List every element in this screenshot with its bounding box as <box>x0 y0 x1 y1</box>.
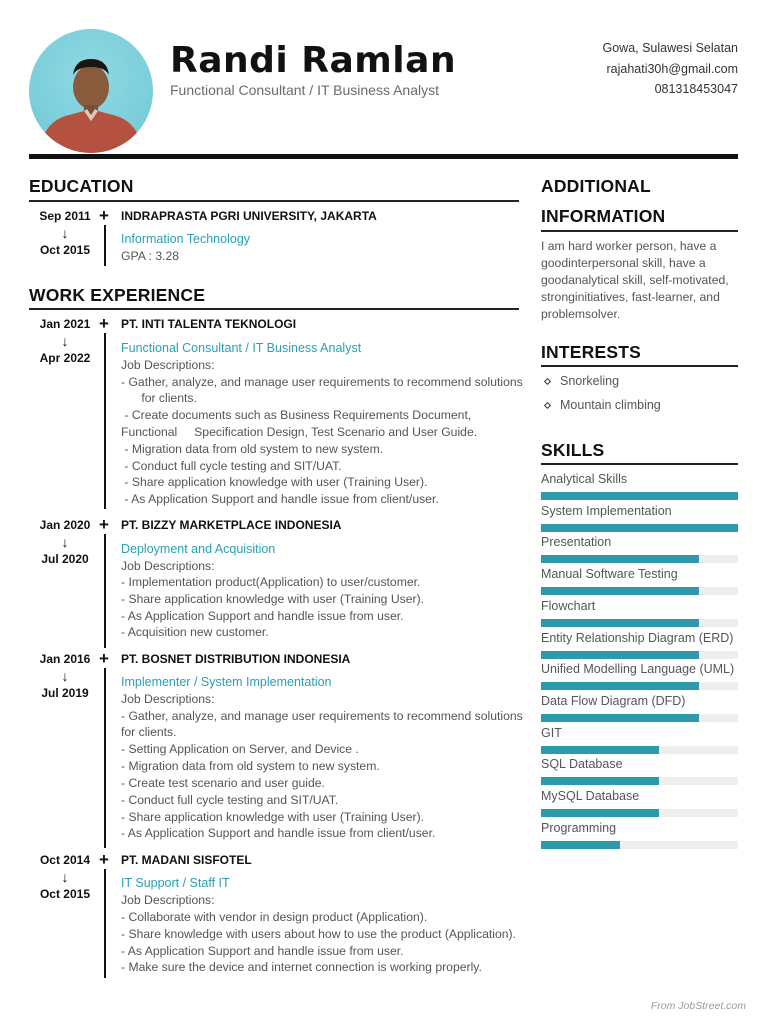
skill-level-bar <box>541 492 738 500</box>
skill-level-fill <box>541 492 738 500</box>
arrow-down-icon: ↓ <box>61 869 69 885</box>
entry-detail: Job Descriptions: <box>121 358 215 372</box>
skill-level-bar <box>541 714 738 722</box>
entry-detail: Job Descriptions: <box>121 692 215 706</box>
candidate-title: Functional Consultant / IT Business Analyst <box>170 82 439 98</box>
skill-level-fill <box>541 619 699 627</box>
interest-label: Snorkeling <box>560 374 620 388</box>
entry-detail: - Make sure the device and internet connection is working properly. <box>121 960 482 974</box>
entry-detail: - Create documents such as Business Requirements Document, <box>121 408 472 422</box>
entry-start-date: Sep 2011 <box>39 209 91 223</box>
work-experience-heading: WORK EXPERIENCE <box>29 285 206 305</box>
about-line: stronginitiatives, fast-learner, and <box>541 290 720 304</box>
entry-detail: for clients. <box>121 725 177 739</box>
work-experience-divider <box>29 308 519 310</box>
timeline-line <box>104 869 106 978</box>
entry-end-date: Oct 2015 <box>39 243 91 257</box>
skill-level-fill <box>541 555 699 563</box>
plus-icon: + <box>99 314 109 333</box>
skill-label: Programming <box>541 820 617 835</box>
interest-item <box>545 397 661 413</box>
additional-heading-line1: ADDITIONAL <box>541 176 651 196</box>
arrow-down-icon: ↓ <box>61 668 69 684</box>
skill-level-bar <box>541 746 738 754</box>
skill-level-bar <box>541 555 738 563</box>
plus-icon: + <box>99 515 109 534</box>
entry-detail: - Implementation product(Application) to user/customer. <box>121 575 421 589</box>
skill-level-fill <box>541 651 699 659</box>
plus-icon: + <box>99 850 109 869</box>
entry-detail: Job Descriptions: <box>121 893 215 907</box>
skill-level-bar <box>541 587 738 595</box>
additional-divider <box>541 230 738 232</box>
entry-role: IT Support / Staff IT <box>121 876 230 890</box>
entry-role: Functional Consultant / IT Business Analyst <box>121 341 362 355</box>
entry-detail: - Conduct full cycle testing and SIT/UAT. <box>121 459 342 473</box>
person-photo-icon <box>29 29 153 153</box>
entry-organization: PT. INTI TALENTA TEKNOLOGI <box>121 317 297 331</box>
work-entry <box>29 850 519 978</box>
timeline-line <box>104 333 106 509</box>
entry-organization: PT. BIZZY MARKETPLACE INDONESIA <box>121 518 342 532</box>
skill-level-fill <box>541 809 659 817</box>
skill-level-fill <box>541 777 659 785</box>
interest-label: Mountain climbing <box>560 398 661 412</box>
skill-label: MySQL Database <box>541 789 640 803</box>
skill-level-bar <box>541 777 738 785</box>
entry-detail: - Share application knowledge with user (Training User). <box>121 810 425 824</box>
about-line: goodanalytical skill, self-motivated, <box>541 273 729 287</box>
entry-detail: - Conduct full cycle testing and SIT/UAT. <box>121 793 339 807</box>
education-heading: EDUCATION <box>29 176 134 196</box>
skill-label: Unified Modelling Language (UML) <box>541 662 735 677</box>
diamond-bullet-icon <box>544 402 551 409</box>
entry-detail: - Create test scenario and user guide. <box>121 776 325 790</box>
entry-end-date: Apr 2022 <box>39 351 91 365</box>
skill-level-fill <box>541 682 699 690</box>
entry-organization: INDRAPRASTA PGRI UNIVERSITY, JAKARTA <box>121 209 377 223</box>
arrow-down-icon: ↓ <box>61 225 69 241</box>
skill-level-fill <box>541 524 738 532</box>
entry-detail: - As Application Support and handle issue from user. <box>121 944 404 958</box>
interests-heading: INTERESTS <box>541 342 642 362</box>
entry-end-date: Oct 2015 <box>39 887 91 901</box>
timeline-line <box>104 534 106 648</box>
contact-phone[interactable]: 081318453047 <box>654 82 738 96</box>
work-entry <box>29 314 523 509</box>
contact-block <box>603 38 739 100</box>
skill-level-bar <box>541 682 738 690</box>
timeline-line <box>104 668 106 848</box>
work-entry <box>29 649 523 848</box>
entry-detail: - Share application knowledge with user (Training User). <box>121 592 425 606</box>
entry-detail: - As Application Support and handle issue from user. <box>121 609 404 623</box>
skill-label: Flowchart <box>541 598 596 613</box>
entry-detail: - Migration data from old system to new system. <box>121 442 384 456</box>
about-line: I am hard worker person, have a <box>541 239 717 253</box>
source-watermark: From JobStreet.com <box>650 1000 746 1012</box>
entry-end-date: Jul 2019 <box>41 686 89 700</box>
entry-detail: - Collaborate with vendor in design product (Application). <box>121 910 428 924</box>
skill-label: SQL Database <box>541 757 623 772</box>
skill-level-fill <box>541 714 699 722</box>
entry-role: Information Technology <box>121 232 251 246</box>
entry-role: Deployment and Acquisition <box>121 542 276 556</box>
skill-label: GIT <box>541 725 562 740</box>
skill-label: System Implementation <box>541 503 672 518</box>
entry-detail: - Gather, analyze, and manage user requirements to recommend solutions <box>121 375 523 389</box>
profile-photo <box>29 29 153 153</box>
arrow-down-icon: ↓ <box>61 333 69 349</box>
education-divider <box>29 200 519 202</box>
entry-start-date: Jan 2021 <box>39 317 91 331</box>
entry-detail: - Setting Application on Server, and Device . <box>121 742 359 756</box>
entry-organization: PT. MADANI SISFOTEL <box>121 853 252 867</box>
about-line: goodinterpersonal skill, have a <box>541 256 706 270</box>
entry-role: Implementer / System Implementation <box>121 675 332 689</box>
entry-start-date: Jan 2016 <box>39 652 91 666</box>
entry-detail: - Gather, analyze, and manage user requirements to recommend solutions <box>121 709 523 723</box>
entry-detail: Job Descriptions: <box>121 559 215 573</box>
entry-detail: GPA : 3.28 <box>121 249 180 263</box>
skill-label: Presentation <box>541 535 612 550</box>
education-entry <box>29 206 519 269</box>
header-divider <box>29 154 738 159</box>
candidate-name: Randi Ramlan <box>170 40 457 81</box>
skill-level-bar <box>541 841 738 849</box>
entry-detail: - As Application Support and handle issue from client/user. <box>121 826 436 840</box>
entry-detail: - Migration data from old system to new system. <box>121 759 380 773</box>
skills-heading: SKILLS <box>541 440 605 460</box>
entry-start-date: Jan 2020 <box>39 518 91 532</box>
skills-divider <box>541 463 738 465</box>
skill-level-bar <box>541 651 738 659</box>
skill-label: Data Flow Diagram (DFD) <box>541 693 686 708</box>
entry-detail: for clients. <box>121 391 197 405</box>
skill-level-fill <box>541 841 620 849</box>
arrow-down-icon: ↓ <box>61 534 69 550</box>
entry-detail: - Share application knowledge with user (Training User). <box>121 475 428 489</box>
plus-icon: + <box>99 649 109 668</box>
diamond-bullet-icon <box>544 378 551 385</box>
skill-level-bar <box>541 809 738 817</box>
skill-label: Entity Relationship Diagram (ERD) <box>541 630 734 645</box>
about-line: problemsolver. <box>541 307 621 321</box>
additional-heading-line2: INFORMATION <box>541 206 666 226</box>
skill-label: Manual Software Testing <box>541 567 678 582</box>
entry-end-date: Jul 2020 <box>41 552 89 566</box>
skill-level-bar <box>541 619 738 627</box>
skill-label: Analytical Skills <box>541 472 628 486</box>
entry-detail: - Share knowledge with users about how to use the product (Application). <box>121 927 516 941</box>
plus-icon: + <box>99 206 109 225</box>
timeline-line <box>104 225 106 266</box>
entry-detail: - Acquisition new customer. <box>121 625 269 639</box>
entry-start-date: Oct 2014 <box>39 853 91 867</box>
about-text <box>541 238 738 323</box>
skill-level-fill <box>541 587 699 595</box>
skill-level-bar <box>541 524 738 532</box>
skill-level-fill <box>541 746 659 754</box>
contact-location: Gowa, Sulawesi Selatan <box>602 41 738 55</box>
contact-email[interactable]: rajahati30h@gmail.com <box>606 61 738 76</box>
interests-divider <box>541 365 738 367</box>
entry-detail: - As Application Support and handle issue from client/user. <box>121 492 439 506</box>
entry-organization: PT. BOSNET DISTRIBUTION INDONESIA <box>121 652 351 666</box>
work-entry <box>29 515 519 648</box>
entry-detail: Functional Specification Design, Test Scenario and User Guide. <box>121 425 478 439</box>
interest-item <box>545 373 619 389</box>
